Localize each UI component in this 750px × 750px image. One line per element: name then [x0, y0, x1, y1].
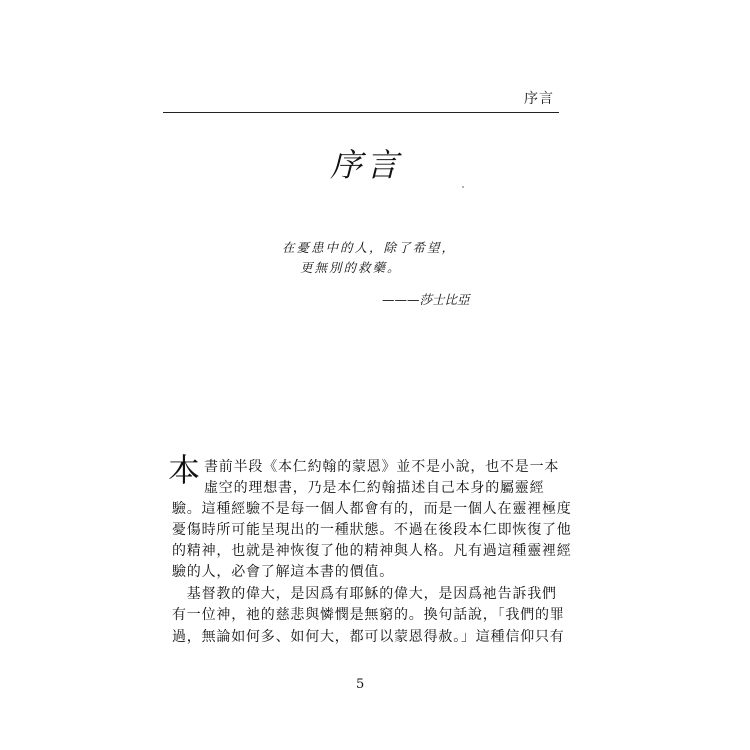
epigraph-line-1: 在憂患中的人，除了希望，	[282, 240, 457, 255]
running-head: 序言	[524, 91, 554, 107]
body-line-2: 虛空的理想書，乃是本仁約翰描述自己本身的屬靈經	[204, 480, 545, 496]
body-line-6: 驗的人，必會了解這本書的價值。	[172, 564, 394, 580]
header-rule	[163, 112, 559, 113]
body-line-3: 驗。這種經驗不是每一個人都會有的，而是一個人在靈裡極度	[172, 501, 572, 517]
body-line-8: 有一位神，祂的慈悲與憐憫是無窮的。換句話說，「我們的罪	[172, 607, 565, 623]
speck-mark	[462, 186, 464, 188]
body-line-4: 憂傷時所可能呈現出的一種狀態。不過在後段本仁即恢復了他	[172, 522, 572, 538]
chapter-title: 序言	[330, 146, 403, 184]
body-line-1: 書前半段《本仁約翰的蒙恩》並不是小說，也不是一本	[204, 459, 560, 475]
epigraph-attribution: ———莎士比亞	[382, 292, 470, 307]
body-line-7: 基督教的偉大，是因爲有耶穌的偉大，是因爲祂告訴我們	[172, 586, 557, 602]
page-number: 5	[356, 677, 365, 692]
body-line-9: 過，無論如何多、如何大，都可以蒙恩得赦。」這種信仰只有	[172, 629, 565, 645]
drop-cap: 本	[168, 451, 201, 489]
epigraph-line-2: 更無別的救藥。	[300, 260, 402, 275]
body-line-5: 的精神，也就是神恢復了他的精神與人格。凡有過這種靈裡經	[172, 543, 572, 559]
